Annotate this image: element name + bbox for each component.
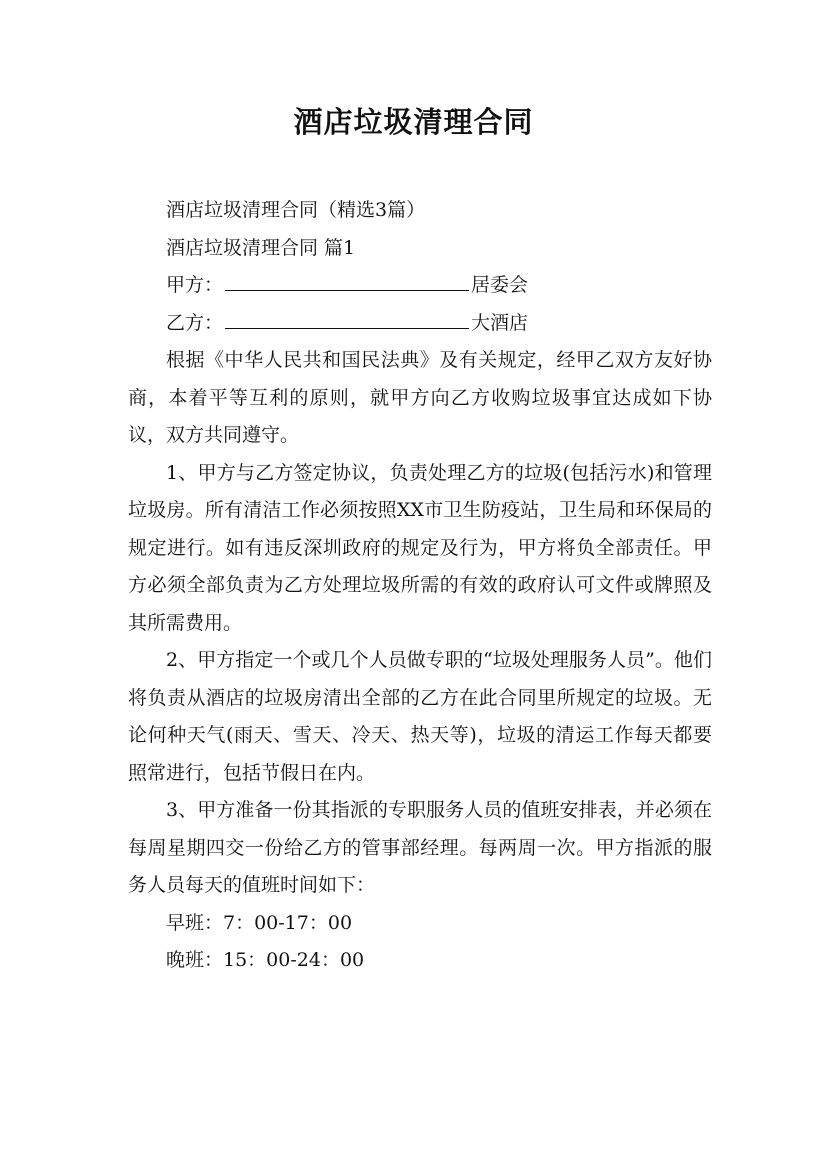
paragraph-clause-1: 1、甲方与乙方签定协议，负责处理乙方的垃圾(包括污水)和管理垃圾房。所有清洁工作必须按照XX市卫生防疫站，卫生局和环保局的规定进行。如有违反深圳政府的规定及行为，甲方将负全部责任。甲方必须全部负责为乙方处理垃圾所需的有效的政府认可文件或牌照及其所需费用。 — [128, 461, 712, 634]
party-a-label: 甲方： — [166, 274, 224, 296]
party-b-line — [128, 305, 712, 343]
party-a-blank — [225, 268, 469, 291]
shift-evening: 晚班：15：00-24：00 — [166, 949, 365, 971]
party-b-suffix: 大酒店 — [471, 311, 529, 334]
paragraph-clause-2: 2、甲方指定一个或几个人员做专职的“垃圾处理服务人员”。他们将负责从酒店的垃圾房清出全部的乙方在此合同里所规定的垃圾。无论何种天气(雨天、雪天、冷天、热天等)，垃圾的清运工作每天都要照常进行，包括节假日在内。 — [128, 649, 712, 784]
party-b-blank — [225, 306, 469, 329]
document-title: 酒店垃圾清理合同 — [293, 105, 534, 139]
party-a-suffix: 居委会 — [471, 274, 529, 296]
document-body — [128, 192, 712, 980]
section-heading: 酒店垃圾清理合同 篇1 — [166, 236, 356, 259]
party-a-line — [128, 267, 712, 305]
paragraph-preamble: 根据《中华人民共和国民法典》及有关规定，经甲乙双方友好协商，本着平等互利的原则，就甲方向乙方收购垃圾事宜达成如下协议，双方共同遵守。 — [128, 349, 712, 446]
document-subtitle: 酒店垃圾清理合同（精选3篇） — [166, 199, 426, 221]
paragraph-clause-3: 3、甲方准备一份其指派的专职服务人员的值班安排表，并必须在每周星期四交一份给乙方的管事部经理。每两周一次。甲方指派的服务人员每天的值班时间如下： — [128, 799, 712, 896]
party-b-label: 乙方： — [166, 311, 224, 334]
shift-morning: 早班：7：00-17：00 — [166, 911, 353, 934]
